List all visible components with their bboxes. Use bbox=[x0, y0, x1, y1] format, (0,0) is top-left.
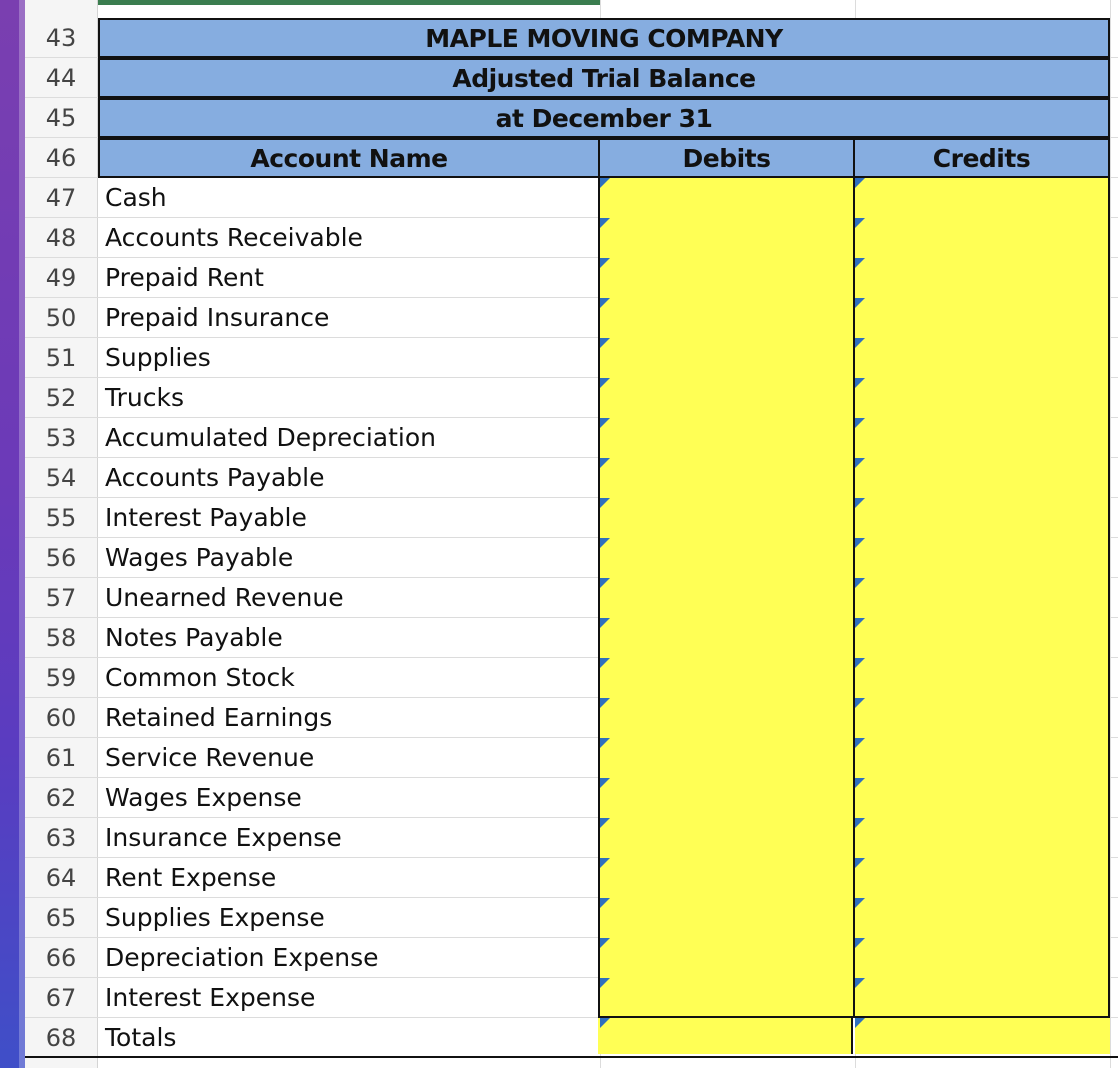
account-name-header[interactable]: Account Name bbox=[98, 138, 600, 178]
debit-comment-marker[interactable] bbox=[600, 538, 610, 548]
row-number[interactable]: 64 bbox=[45, 864, 77, 892]
row-number[interactable]: 50 bbox=[45, 304, 77, 332]
account-name-cell[interactable]: Accounts Payable bbox=[105, 463, 325, 492]
account-name-cell[interactable]: Retained Earnings bbox=[105, 703, 333, 732]
row-number[interactable]: 68 bbox=[45, 1024, 77, 1052]
period-cell[interactable]: at December 31 bbox=[98, 98, 1110, 138]
row-number[interactable]: 66 bbox=[45, 944, 77, 972]
debits-total-cell[interactable] bbox=[598, 1018, 853, 1054]
company-name-cell[interactable]: MAPLE MOVING COMPANY bbox=[98, 18, 1110, 58]
credit-comment-marker[interactable] bbox=[855, 618, 865, 628]
account-name-cell[interactable]: Supplies Expense bbox=[105, 903, 325, 932]
credit-comment-marker[interactable] bbox=[855, 178, 865, 188]
account-name-cell[interactable]: Prepaid Insurance bbox=[105, 303, 330, 332]
row-number[interactable]: 47 bbox=[45, 184, 77, 212]
debit-comment-marker[interactable] bbox=[600, 738, 610, 748]
row-number[interactable]: 61 bbox=[45, 744, 77, 772]
row-number[interactable]: 46 bbox=[45, 144, 77, 172]
credits-total-cell[interactable] bbox=[855, 1018, 1110, 1054]
debit-comment-marker[interactable] bbox=[600, 778, 610, 788]
row-number[interactable]: 51 bbox=[45, 344, 77, 372]
row-number[interactable]: 54 bbox=[45, 464, 77, 492]
account-name-cell[interactable]: Interest Payable bbox=[105, 503, 307, 532]
credit-comment-marker[interactable] bbox=[855, 338, 865, 348]
debit-comment-marker[interactable] bbox=[600, 1018, 610, 1028]
row-number[interactable]: 60 bbox=[45, 704, 77, 732]
account-name-cell[interactable]: Supplies bbox=[105, 343, 211, 372]
account-name-cell[interactable]: Cash bbox=[105, 183, 167, 212]
debits-header[interactable]: Debits bbox=[598, 138, 855, 178]
row-number[interactable]: 62 bbox=[45, 784, 77, 812]
debit-comment-marker[interactable] bbox=[600, 818, 610, 828]
totals-label[interactable]: Totals bbox=[105, 1023, 177, 1052]
debit-comment-marker[interactable] bbox=[600, 698, 610, 708]
credit-comment-marker[interactable] bbox=[855, 1018, 865, 1028]
account-name-cell[interactable]: Notes Payable bbox=[105, 623, 283, 652]
debits-input-column[interactable] bbox=[598, 176, 855, 1018]
credit-comment-marker[interactable] bbox=[855, 778, 865, 788]
debit-comment-marker[interactable] bbox=[600, 978, 610, 988]
credits-header[interactable]: Credits bbox=[853, 138, 1110, 178]
debit-comment-marker[interactable] bbox=[600, 618, 610, 628]
row-number[interactable]: 56 bbox=[45, 544, 77, 572]
row-number[interactable]: 52 bbox=[45, 384, 77, 412]
row-number[interactable]: 53 bbox=[45, 424, 77, 452]
account-name-cell[interactable]: Unearned Revenue bbox=[105, 583, 344, 612]
credit-comment-marker[interactable] bbox=[855, 978, 865, 988]
credit-comment-marker[interactable] bbox=[855, 658, 865, 668]
row-number[interactable]: 45 bbox=[45, 104, 77, 132]
credit-comment-marker[interactable] bbox=[855, 258, 865, 268]
row-number[interactable]: 48 bbox=[45, 224, 77, 252]
credit-comment-marker[interactable] bbox=[855, 698, 865, 708]
account-name-cell[interactable]: Wages Expense bbox=[105, 783, 302, 812]
debit-comment-marker[interactable] bbox=[600, 578, 610, 588]
row-number[interactable]: 43 bbox=[45, 24, 77, 52]
credits-input-column[interactable] bbox=[853, 176, 1110, 1018]
row-number[interactable]: 49 bbox=[45, 264, 77, 292]
account-name-cell[interactable]: Accounts Receivable bbox=[105, 223, 363, 252]
row-number[interactable]: 57 bbox=[45, 584, 77, 612]
row-number[interactable]: 59 bbox=[45, 664, 77, 692]
row-number[interactable]: 63 bbox=[45, 824, 77, 852]
account-name-cell[interactable]: Depreciation Expense bbox=[105, 943, 379, 972]
account-name-cell[interactable]: Trucks bbox=[105, 383, 184, 412]
account-name-cell[interactable]: Accumulated Depreciation bbox=[105, 423, 436, 452]
debit-comment-marker[interactable] bbox=[600, 418, 610, 428]
debit-comment-marker[interactable] bbox=[600, 298, 610, 308]
debit-comment-marker[interactable] bbox=[600, 658, 610, 668]
account-name-cell[interactable]: Common Stock bbox=[105, 663, 295, 692]
debit-comment-marker[interactable] bbox=[600, 258, 610, 268]
credit-comment-marker[interactable] bbox=[855, 538, 865, 548]
debit-comment-marker[interactable] bbox=[600, 378, 610, 388]
debit-comment-marker[interactable] bbox=[600, 338, 610, 348]
credit-comment-marker[interactable] bbox=[855, 418, 865, 428]
row-number[interactable]: 44 bbox=[45, 64, 77, 92]
credit-comment-marker[interactable] bbox=[855, 498, 865, 508]
selection-edge bbox=[98, 0, 601, 5]
credit-comment-marker[interactable] bbox=[855, 458, 865, 468]
credit-comment-marker[interactable] bbox=[855, 818, 865, 828]
account-name-cell[interactable]: Wages Payable bbox=[105, 543, 294, 572]
debit-comment-marker[interactable] bbox=[600, 858, 610, 868]
credit-comment-marker[interactable] bbox=[855, 858, 865, 868]
account-name-cell[interactable]: Interest Expense bbox=[105, 983, 316, 1012]
credit-comment-marker[interactable] bbox=[855, 578, 865, 588]
credit-comment-marker[interactable] bbox=[855, 218, 865, 228]
debit-comment-marker[interactable] bbox=[600, 218, 610, 228]
account-name-cell[interactable]: Service Revenue bbox=[105, 743, 315, 772]
debit-comment-marker[interactable] bbox=[600, 938, 610, 948]
debit-comment-marker[interactable] bbox=[600, 458, 610, 468]
account-name-cell[interactable]: Rent Expense bbox=[105, 863, 277, 892]
row-number[interactable]: 65 bbox=[45, 904, 77, 932]
debit-comment-marker[interactable] bbox=[600, 178, 610, 188]
credit-comment-marker[interactable] bbox=[855, 378, 865, 388]
credit-comment-marker[interactable] bbox=[855, 298, 865, 308]
row-number[interactable]: 67 bbox=[45, 984, 77, 1012]
account-name-cell[interactable]: Insurance Expense bbox=[105, 823, 342, 852]
account-name-cell[interactable]: Prepaid Rent bbox=[105, 263, 264, 292]
window-left-edge bbox=[0, 0, 25, 1068]
row-number[interactable]: 58 bbox=[45, 624, 77, 652]
credit-comment-marker[interactable] bbox=[855, 898, 865, 908]
debit-comment-marker[interactable] bbox=[600, 498, 610, 508]
row-number[interactable]: 55 bbox=[45, 504, 77, 532]
debit-comment-marker[interactable] bbox=[600, 898, 610, 908]
credit-comment-marker[interactable] bbox=[855, 738, 865, 748]
statement-title-cell[interactable]: Adjusted Trial Balance bbox=[98, 58, 1110, 98]
credit-comment-marker[interactable] bbox=[855, 938, 865, 948]
